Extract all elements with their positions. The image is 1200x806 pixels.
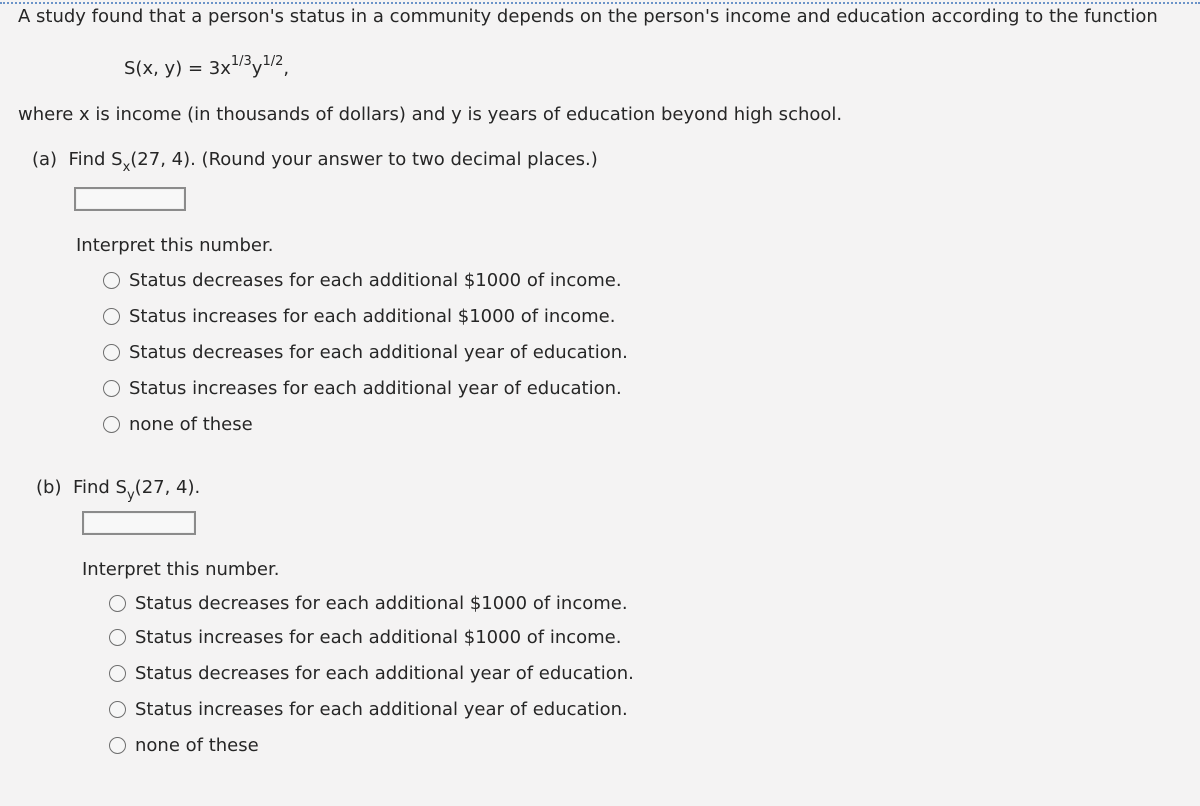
option-label: none of these xyxy=(135,735,259,756)
part-a-option-4[interactable] xyxy=(103,378,622,399)
radio-button[interactable] xyxy=(103,272,120,289)
option-label: Status decreases for each additional year of education. xyxy=(129,342,628,363)
part-b-option-4[interactable] xyxy=(109,699,628,720)
part-b-option-5[interactable] xyxy=(109,735,259,756)
radio-button[interactable] xyxy=(109,701,126,718)
radio-button[interactable] xyxy=(109,629,126,646)
option-label: Status decreases for each additional year of education. xyxy=(135,663,634,684)
part-a-option-1[interactable] xyxy=(103,270,622,291)
option-label: Status increases for each additional $1000 of income. xyxy=(135,627,622,648)
option-label: none of these xyxy=(129,414,253,435)
part-a-prompt xyxy=(32,149,598,175)
radio-button[interactable] xyxy=(109,665,126,682)
part-a-subscript: x xyxy=(122,160,131,175)
status-function-formula xyxy=(124,54,290,79)
part-a-option-2[interactable] xyxy=(103,306,615,327)
part-b-prompt-post: (27, 4). xyxy=(134,477,201,498)
option-label: Status increases for each additional year of education. xyxy=(135,699,628,720)
problem-intro: A study found that a person's status in a community depends on the person's income and education according to the function xyxy=(18,6,1158,27)
part-b-option-2[interactable] xyxy=(109,627,621,648)
radio-button[interactable] xyxy=(109,595,126,612)
part-b-subscript: y xyxy=(126,488,135,503)
radio-button[interactable] xyxy=(109,737,126,754)
radio-button[interactable] xyxy=(103,308,120,325)
part-a-prompt-pre: Find S xyxy=(68,149,123,170)
formula-lhs: S(x, y) = 3x xyxy=(124,58,231,79)
formula-y: y xyxy=(251,58,263,79)
part-a-interpret-label: Interpret this number. xyxy=(76,235,274,256)
part-a-prompt-post: (27, 4). (Round your answer to two decimal places.) xyxy=(130,149,598,170)
radio-button[interactable] xyxy=(103,344,120,361)
option-label: Status decreases for each additional $1000 of income. xyxy=(129,270,622,291)
part-a-option-3[interactable] xyxy=(103,342,628,363)
option-label: Status increases for each additional $1000 of income. xyxy=(129,306,616,327)
top-dotted-border xyxy=(0,2,1200,4)
option-label: Status increases for each additional year of education. xyxy=(129,378,622,399)
formula-exponent-y: 1/2 xyxy=(262,54,284,69)
part-b-prompt xyxy=(36,477,201,503)
radio-button[interactable] xyxy=(103,416,120,433)
variable-definition: where x is income (in thousands of dollars) and y is years of education beyond high school. xyxy=(18,104,843,125)
formula-exponent-x: 1/3 xyxy=(230,54,252,69)
part-b-label: (b) xyxy=(36,477,62,498)
part-b-answer-input[interactable] xyxy=(82,511,196,535)
part-b-interpret-label: Interpret this number. xyxy=(82,559,280,580)
option-label: Status decreases for each additional $1000 of income. xyxy=(135,593,628,614)
part-a-label: (a) xyxy=(32,149,58,170)
part-a-option-5[interactable] xyxy=(103,414,253,435)
part-b-option-1[interactable] xyxy=(109,593,628,614)
radio-button[interactable] xyxy=(103,380,120,397)
part-b-option-3[interactable] xyxy=(109,663,634,684)
part-b-prompt-pre: Find S xyxy=(72,477,127,498)
part-a-answer-input[interactable] xyxy=(74,187,186,211)
formula-tail: , xyxy=(283,58,290,79)
